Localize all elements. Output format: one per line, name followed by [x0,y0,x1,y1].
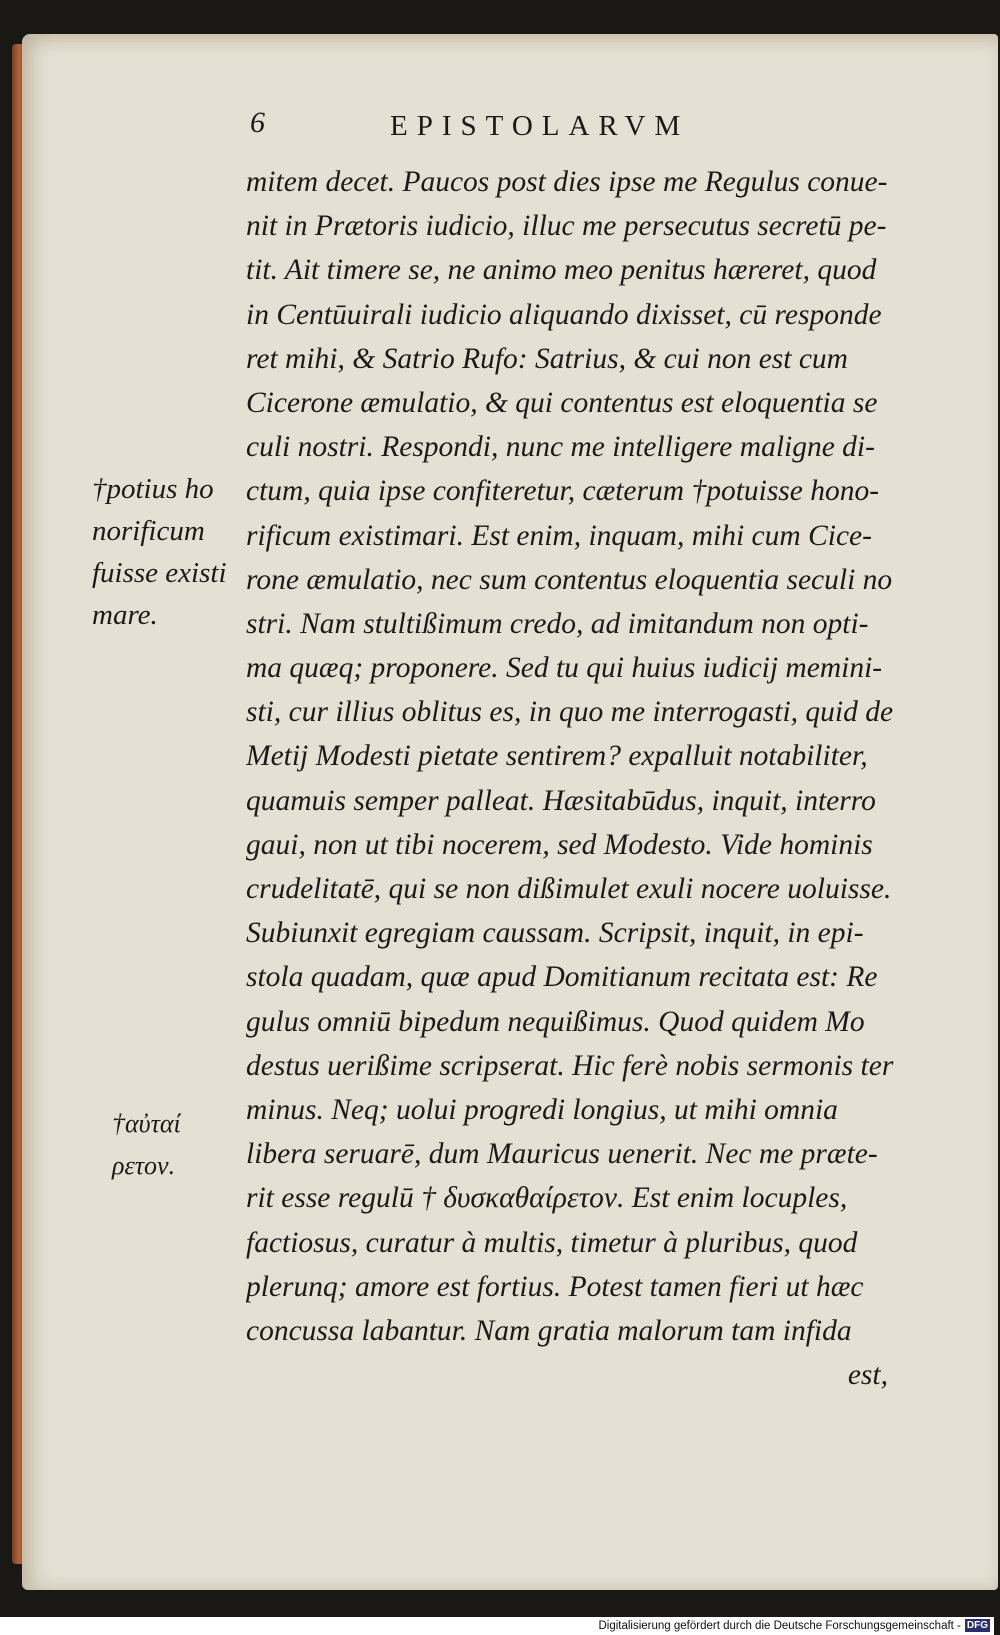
margin-note-line: †potius ho [92,473,214,505]
text-line: rit esse regulū † δυσκαθαίρετον. Est enim locuples, [246,1182,848,1215]
text-line: ctum, quia ipse confiteretur, cæterum †potuisse hono- [246,475,880,508]
margin-note-line: mare. [92,599,158,631]
text-line: concussa labantur. Nam gratia malorum tam infida [246,1314,852,1347]
text-line: culi nostri. Respondi, nunc me intelligere maligne di- [246,431,875,464]
margin-note-potius [92,468,242,636]
body-text [246,160,922,1397]
text-line: Metij Modesti pietate sentirem? expalluit notabiliter, [246,740,868,773]
dfg-logo: DFG [966,1620,988,1632]
text-line: destus uerißime scripserat. Hic ferè nobis sermonis ter [246,1049,894,1082]
text-line: ma quæq; proponere. Sed tu qui huius iudicij memini- [246,652,883,685]
page-header [240,106,920,146]
text-line: crudelitatē, qui se non dißimulet exuli nocere uoluisse. [246,873,892,905]
text-line: stri. Nam stultißimum credo, ad imitandum non opti- [246,607,869,640]
catchword: est, [847,1359,888,1392]
text-line: rone æmulatio, nec sum contentus eloquentia seculi no [246,563,893,596]
credit-text: Digitalisierung gefördert durch die Deutsche Forschungsgemeinschaft - [598,1620,961,1632]
text-line: tit. Ait timere se, ne animo meo penitus hæreret, quod [246,254,877,287]
text-line: quamuis semper palleat. Hæsitabūdus, inquit, interro [246,784,876,817]
text-line: gaui, non ut tibi nocerem, sed Modesto. Vide hominis [246,828,873,861]
text-line: libera seruarē, dum Mauricus uenerit. Nec me præte- [246,1138,878,1171]
page-number: 6 [250,106,265,139]
text-line: Cicerone æmulatio, & qui contentus est eloquentia se [246,386,878,419]
text-line: rificum existimari. Est enim, inquam, mihi cum Cice- [246,519,872,552]
text-line: mitem decet. Paucos post dies ipse me Regulus conue- [246,166,888,198]
margin-note-line: ρετον. [112,1151,176,1180]
text-line: minus. Neq; uolui progredi longius, ut mihi omnia [246,1093,838,1126]
margin-note-greek [112,1103,262,1187]
text-line: plerunq; amore est fortius. Potest tamen fieri ut hæc [246,1270,864,1303]
text-line: Subiunxit egregiam caussam. Scripsit, inquit, in epi- [246,917,864,950]
text-line: gulus omniū bipedum nequißimus. Quod quidem Mo [246,1005,865,1038]
text-line: nit in Prætoris iudicio, illuc me persecutus secretū pe- [246,210,887,243]
text-line: in Centūuirali iudicio aliquando dixisset, cū responde [246,298,882,331]
margin-note-line: fuisse existi [92,557,227,589]
text-line: ret mihi, & Satrio Rufo: Satrius, & cui non est cum [246,342,848,375]
text-line: factiosus, curatur à multis, timetur à pluribus, quod [246,1226,858,1259]
text-line: stola quadam, quæ apud Domitianum recitata est: Re [246,961,878,994]
digitization-credit [0,1617,994,1635]
text-line: sti, cur illius oblitus es, in quo me interrogasti, quid de [246,696,894,729]
running-title: EPISTOLARVM [390,110,690,142]
margin-note-line: †αὐταί [112,1109,181,1138]
margin-note-line: norificum [92,515,205,547]
